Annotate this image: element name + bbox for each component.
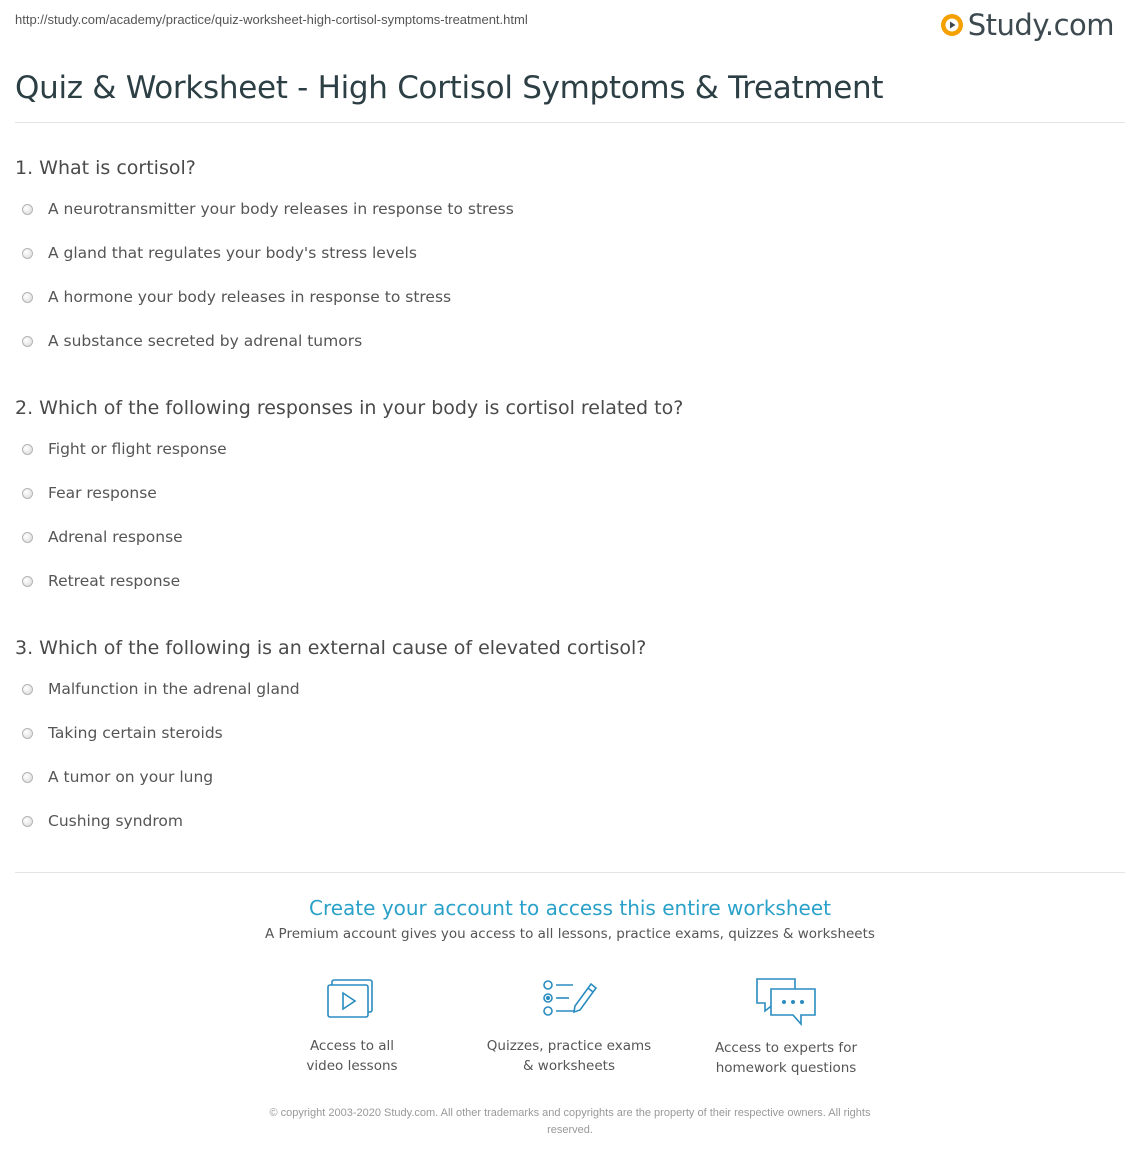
radio-button[interactable] [22,444,33,455]
question-3: 3. Which of the following is an external cause of elevated cortisol? [15,637,647,659]
option-label: Retreat response [48,572,181,590]
option-3d[interactable] [22,812,183,830]
radio-button[interactable] [22,728,33,739]
copyright-text [215,1105,925,1139]
option-2d[interactable] [22,572,180,590]
option-label: Fight or flight response [48,440,227,458]
option-3c[interactable] [22,768,213,786]
option-label: Cushing syndrom [48,812,183,830]
radio-button[interactable] [22,488,33,499]
radio-button[interactable] [22,532,33,543]
option-label: A substance secreted by adrenal tumors [48,332,363,350]
option-3a[interactable] [22,680,300,698]
option-1c[interactable] [22,288,451,306]
question-2: 2. Which of the following responses in your body is cortisol related to? [15,397,684,419]
page-url: http://study.com/academy/practice/quiz-worksheet-high-cortisol-symptoms-treatment.html [15,12,528,27]
feature-label-line: Access to experts for [714,1040,857,1056]
radio-button[interactable] [22,816,33,827]
feature-label-line: Access to all [309,1038,395,1054]
cta-divider [15,872,1125,873]
feature-label-line: & worksheets [522,1058,615,1074]
radio-button[interactable] [22,248,33,259]
cta-subtitle: A Premium account gives you access to all lessons, practice exams, quizzes & worksheets [265,926,875,942]
option-2b[interactable] [22,484,157,502]
question-1: 1. What is cortisol? [15,157,196,179]
feature-label-line: homework questions [715,1060,857,1076]
header-divider [15,122,1125,123]
radio-button[interactable] [22,576,33,587]
option-label: Fear response [48,484,157,502]
radio-button[interactable] [22,336,33,347]
feature-quizzes [469,976,669,1076]
radio-button[interactable] [22,772,33,783]
copyright-line: © copyright 2003-2020 Study.com. All other trademarks and copyrights are the property of their respective owners. All rights [269,1107,871,1119]
quiz-checklist-icon [539,976,599,1026]
option-label: Adrenal response [48,528,183,546]
option-2c[interactable] [22,528,183,546]
option-1b[interactable] [22,244,417,262]
option-label: A tumor on your lung [48,768,214,786]
feature-experts [686,976,886,1078]
option-1a[interactable] [22,200,514,218]
option-label: A neurotransmitter your body releases in response to stress [48,200,514,218]
option-3b[interactable] [22,724,223,742]
create-account-link[interactable]: Create your account to access this entire worksheet [309,896,831,920]
copyright-line: reserved. [547,1124,593,1136]
chat-bubbles-icon [753,976,819,1028]
play-logo-icon [940,13,964,37]
page-title: Quiz & Worksheet - High Cortisol Symptoms & Treatment [15,70,884,106]
feature-label-line: Quizzes, practice exams [486,1038,652,1054]
option-label: A hormone your body releases in response to stress [48,288,452,306]
feature-label-line: video lessons [306,1058,398,1074]
option-label: A gland that regulates your body's stress levels [48,244,417,262]
radio-button[interactable] [22,292,33,303]
logo-text: Study.com [967,8,1114,42]
option-1d[interactable] [22,332,362,350]
option-label: Taking certain steroids [48,724,223,742]
option-label: Malfunction in the adrenal gland [48,680,300,698]
radio-button[interactable] [22,204,33,215]
radio-button[interactable] [22,684,33,695]
video-lessons-icon [322,976,382,1026]
option-2a[interactable] [22,440,227,458]
feature-video-lessons [252,976,452,1076]
study-logo[interactable] [940,8,1114,42]
